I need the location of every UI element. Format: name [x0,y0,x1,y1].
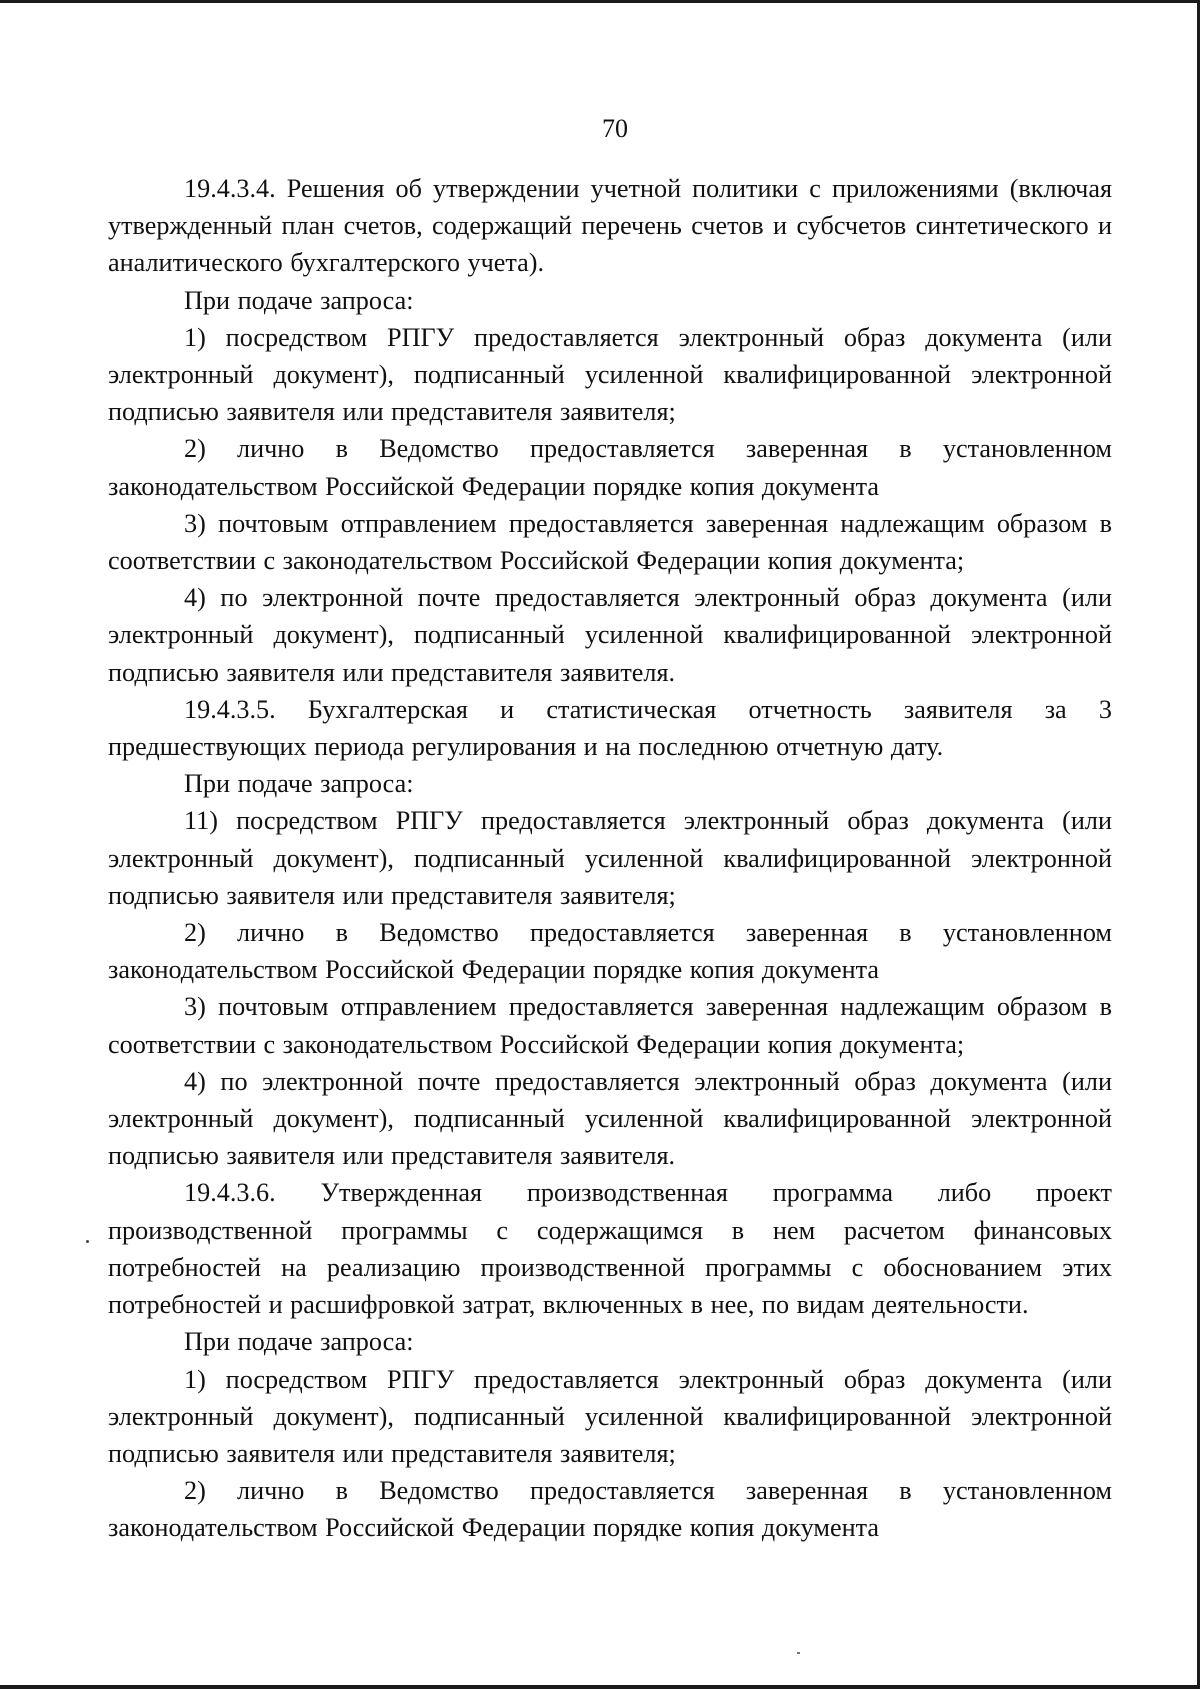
paragraph-item-11: 11) посредством РПГУ предоставляется электронный образ документа (или электронный документ), подписанный усиленной квалифицированной электронной подписью заявителя или представителя заявителя; [108,806,1112,910]
paragraph-item-1: 1) посредством РПГУ предоставляется электронный образ документа (или электронный документ), подписанный усиленной квалифицированной электронной подписью заявителя или представителя заявителя; [108,322,1112,427]
paragraph-request-intro: При подаче запроса: [184,285,414,315]
paragraph-item-2: 2) лично в Ведомство предоставляется заверенная в установленном законодательством Российской Федерации порядке копия документа [108,434,1112,501]
paragraph-item-2: 2) лично в Ведомство предоставляется заверенная в установленном законодательством Российской Федерации порядке копия документа [108,918,1112,985]
scan-speck [797,1652,800,1654]
page-number: 70 [602,114,628,143]
scan-edge-bottom [0,1685,1200,1689]
paragraph-item-3: 3) почтовым отправлением предоставляется заверенная надлежащим образом в соответствии с законодательством Российской Федерации копия документа; [108,992,1112,1059]
paragraph-item-1: 1) посредством РПГУ предоставляется электронный образ документа (или электронный документ), подписанный усиленной квалифицированной электронной подписью заявителя или представителя заявителя; [108,1364,1112,1468]
paragraph-19-4-3-5: 19.4.3.5. Бухгалтерская и статистическая отчетность заявителя за 3 предшествующих периода регулирования и на последнюю отчетную дату. [108,694,1112,762]
paragraph-item-4: 4) по электронной почте предоставляется электронный образ документа (или электронный документ), подписанный усиленной квалифицированной электронной подписью заявителя или представителя заявителя. [108,583,1112,687]
paragraph-item-2: 2) лично в Ведомство предоставляется заверенная в установленном законодательством Российской Федерации порядке копия документа [108,1476,1112,1543]
paragraph-request-intro: При подаче запроса: [184,769,414,799]
paragraph-item-4: 4) по электронной почте предоставляется электронный образ документа (или электронный документ), подписанный усиленной квалифицированной электронной подписью заявителя или представителя заявителя. [108,1066,1112,1171]
scan-speck [86,1240,89,1243]
paragraph-request-intro: При подаче запроса: [184,1327,414,1357]
paragraph-19-4-3-6: 19.4.3.6. Утвержденная производственная программа либо проект производственной программы с содержащимся в нем расчетом финансовых потребностей на реализацию производственной программы с обоснованием этих потребностей и расшифровкой затрат, включенных в нее, по видам деятельности. [108,1178,1112,1320]
scan-edge-top [0,0,1200,3]
paragraph-item-3: 3) почтовым отправлением предоставляется заверенная надлежащим образом в соответствии с законодательством Российской Федерации копия документа; [108,508,1112,576]
document-body [108,170,1112,1547]
paragraph-19-4-3-4: 19.4.3.4. Решения об утверждении учетной политики с приложениями (включая утвержденный план счетов, содержащий перечень счетов и субсчетов синтетического и аналитического бухгалтерского учета). [108,174,1112,278]
